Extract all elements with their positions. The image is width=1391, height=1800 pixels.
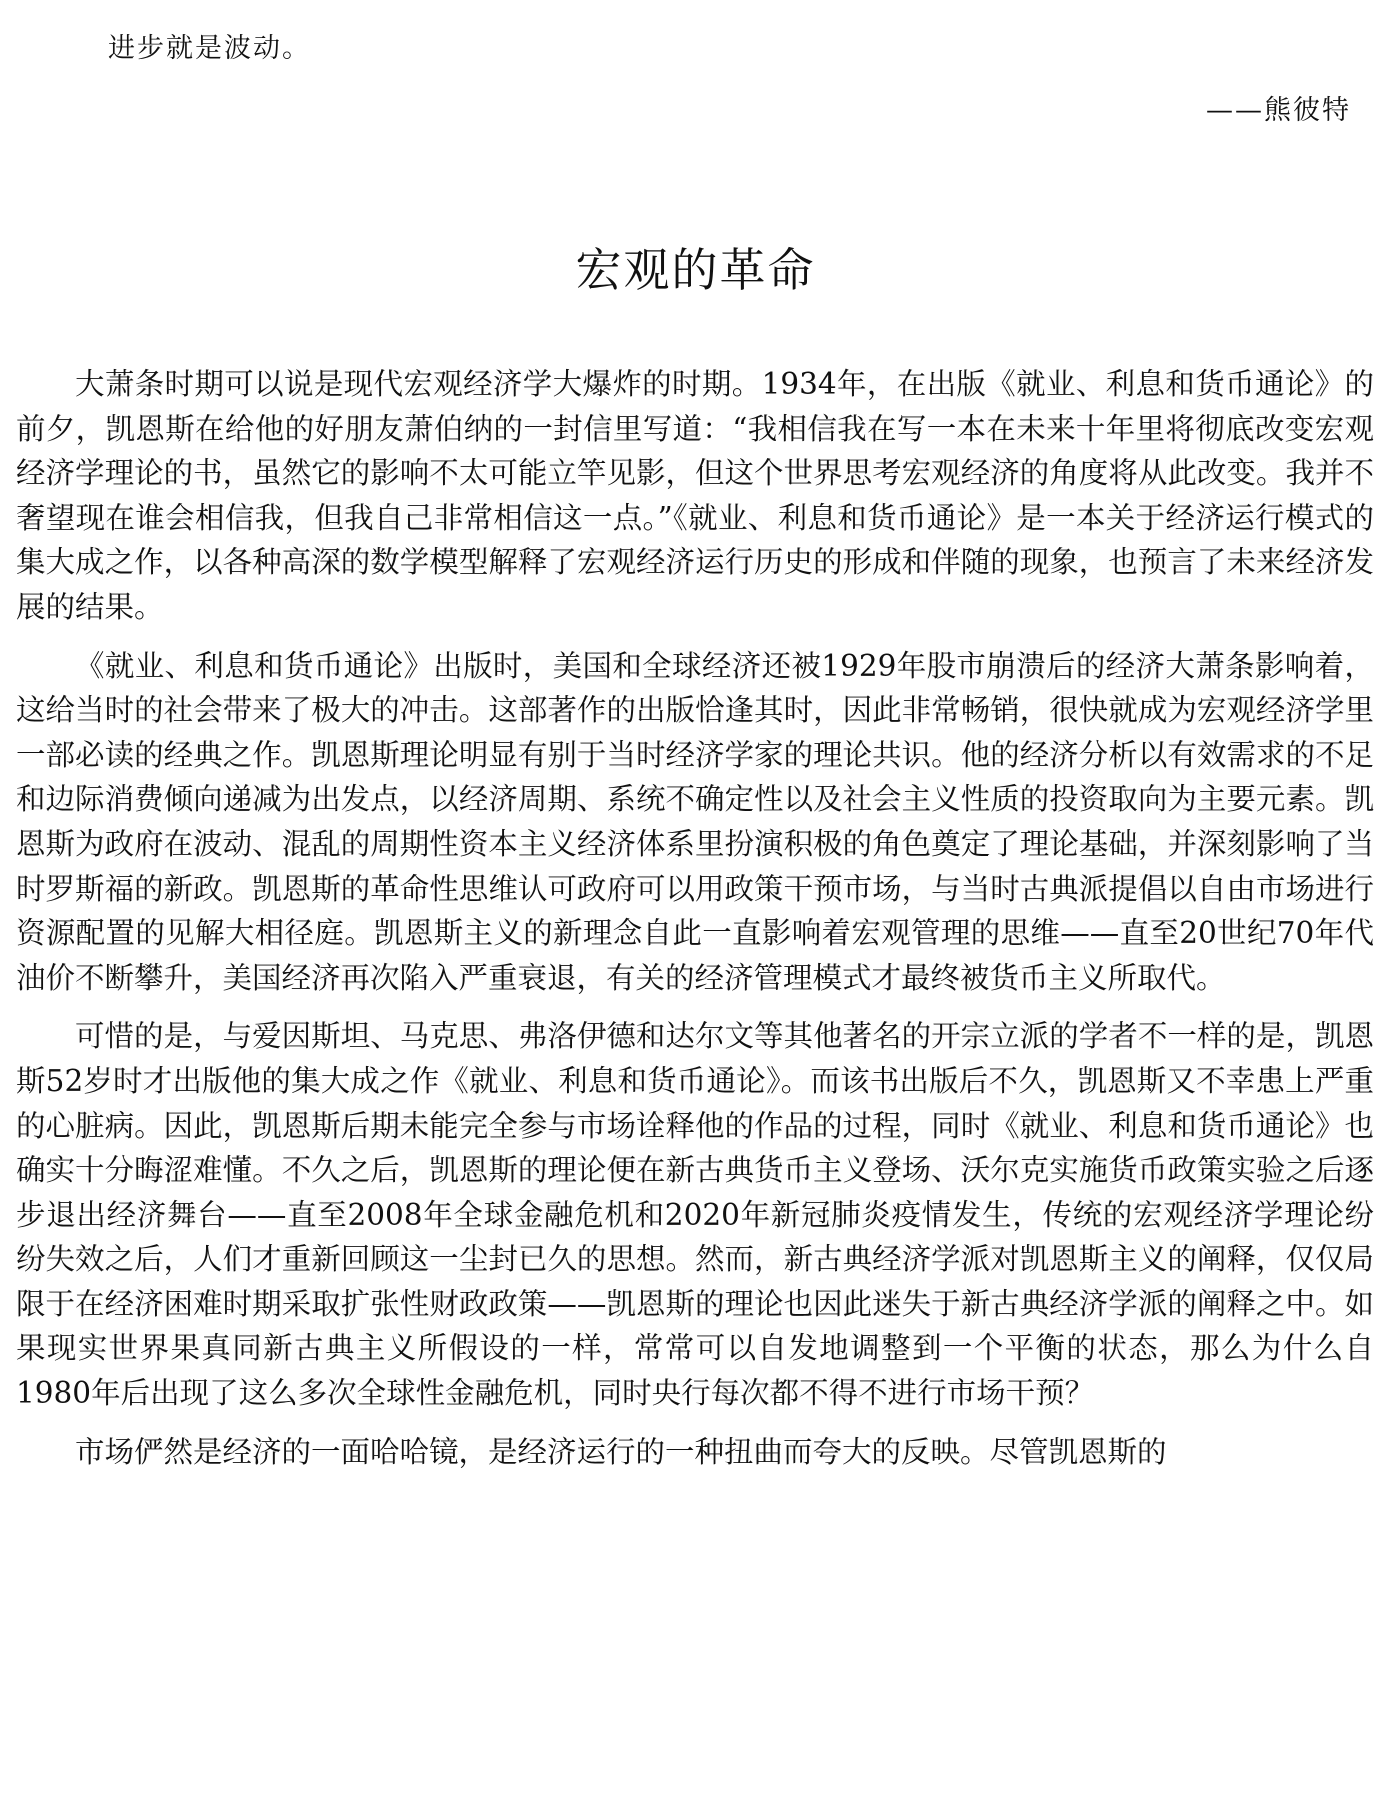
body-text xyxy=(16,362,1374,1488)
paragraph-2: 《就业、利息和货币通论》出版时，美国和全球经济还被1929年股市崩溃后的经济大萧条影响着，这给当时的社会带来了极大的冲击。这部著作的出版恰逢其时，因此非常畅销，很快就成为宏观经济学里一部必读的经典之作。凯恩斯理论明显有别于当时经济学家的理论共识。他的经济分析以有效需求的不足和边际消费倾向递减为出发点，以经济周期、系统不确定性以及社会主义性质的投资取向为主要元素。凯恩斯为政府在波动、混乱的周期性资本主义经济体系里扮演积极的角色奠定了理论基础，并深刻影响了当时罗斯福的新政。凯恩斯的革命性思维认可政府可以用政策干预市场，与当时古典派提倡以自由市场进行资源配置的见解大相径庭。凯恩斯主义的新理念自此一直影响着宏观管理的思维——直至20世纪70年代油价不断攀升，美国经济再次陷入严重衰退，有关的经济管理模式才最终被货币主义所取代。 xyxy=(16,648,1374,995)
epigraph-quote: 进步就是波动。 xyxy=(108,33,311,64)
epigraph-attribution: ——熊彼特 xyxy=(1206,95,1351,126)
paragraph-4: 市场俨然是经济的一面哈哈镜，是经济运行的一种扭曲而夸大的反映。尽管凯恩斯的 xyxy=(75,1434,1167,1469)
chapter-title: 宏观的革命 xyxy=(575,243,816,297)
paragraph-1: 大萧条时期可以说是现代宏观经济学大爆炸的时期。1934年，在出版《就业、利息和货币通论》的前夕，凯恩斯在给他的好朋友萧伯纳的一封信里写道：“我相信我在写一本在未来十年里将彻底改变宏观经济学理论的书，虽然它的影响不太可能立竿见影，但这个世界思考宏观经济的角度将从此改变。我并不奢望现在谁会相信我，但我自己非常相信这一点。”《就业、利息和货币通论》是一本关于经济运行模式的集大成之作，以各种高深的数学模型解释了宏观经济运行历史的形成和伴随的现象，也预言了未来经济发展的结果。 xyxy=(16,367,1374,624)
paragraph-3: 可惜的是，与爱因斯坦、马克思、弗洛伊德和达尔文等其他著名的开宗立派的学者不一样的是，凯恩斯52岁时才出版他的集大成之作《就业、利息和货币通论》。而该书出版后不久，凯恩斯又不幸患上严重的心脏病。因此，凯恩斯后期未能完全参与市场诠释他的作品的过程，同时《就业、利息和货币通论》也确实十分晦涩难懂。不久之后，凯恩斯的理论便在新古典货币主义登场、沃尔克实施货币政策实验之后逐步退出经济舞台——直至2008年全球金融危机和2020年新冠肺炎疫情发生，传统的宏观经济学理论纷纷失效之后，人们才重新回顾这一尘封已久的思想。然而，新古典经济学派对凯恩斯主义的阐释，仅仅局限于在经济困难时期采取扩张性财政政策——凯恩斯的理论也因此迷失于新古典经济学派的阐释之中。如果现实世界果真同新古典主义所假设的一样，常常可以自发地调整到一个平衡的状态，那么为什么自1980年后出现了这么多次全球性金融危机，同时央行每次都不得不进行市场干预？ xyxy=(16,1019,1374,1411)
